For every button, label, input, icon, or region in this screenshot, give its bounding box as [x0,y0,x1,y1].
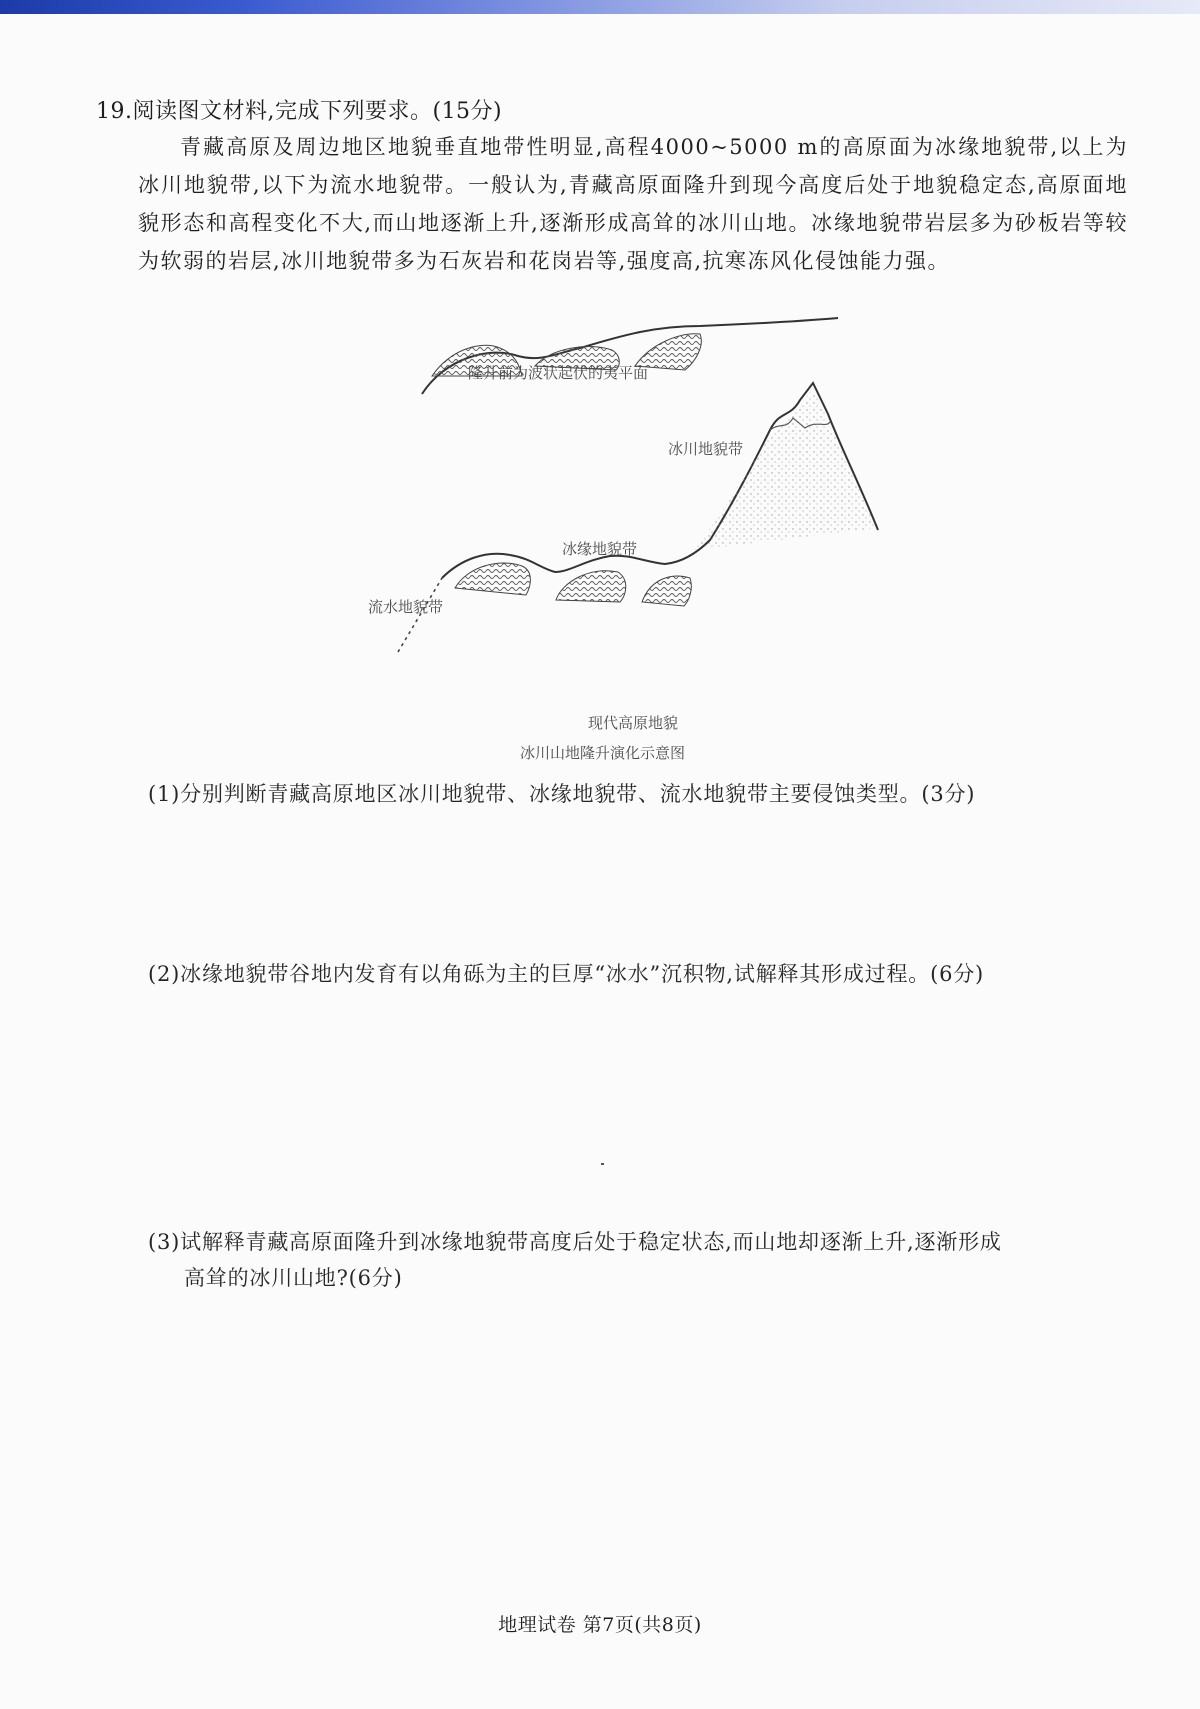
fluvial-zone-label: 流水地貌带 [368,598,444,616]
sub-question-1: (1)分别判断青藏高原地区冰川地貌带、冰缘地貌带、流水地貌带主要侵蚀类型。(3分) [148,782,976,806]
figure-title: 冰川山地隆升演化示意图 [520,744,686,762]
modern-caption: 现代高原地貌 [588,714,679,732]
scan-edge [0,0,1200,14]
pre-uplift-caption: 隆升前为波状起伏的夷平面 [468,364,649,382]
page-footer: 地理试卷 第7页(共8页) [498,1614,702,1636]
sub-question-3 [148,1224,1138,1296]
uplift-diagram [350,310,910,770]
question-heading: 19.阅读图文材料,完成下列要求。(15分) [96,99,503,124]
material-paragraph: 青藏高原及周边地区地貌垂直地带性明显,高程4000~5000 m的高原面为冰缘地貌带,以上为冰川地貌带,以下为流水地貌带。一般认为,青藏高原面隆升到现今高度后处于地貌稳定态,高原面地貌形态和高程变化不大,而山地逐渐上升,逐渐形成高耸的冰川山地。冰缘地貌带岩层多为砂板岩等较为软弱的岩层,冰川地貌带多为石灰岩和花岗岩等,强度高,抗寒冻风化侵蚀能力强。 [138,135,1128,273]
glacier-zone-label: 冰川地貌带 [668,440,744,458]
sub-question-2: (2)冰缘地貌带谷地内发育有以角砾为主的巨厚“冰水”沉积物,试解释其形成过程。(6分) [148,962,985,986]
sub-question-3-line2: 高耸的冰川山地?(6分) [184,1266,403,1290]
scan-speck [601,1163,604,1165]
modern-profile [398,383,878,652]
sub-question-3-line1: (3)试解释青藏高原面隆升到冰缘地貌带高度后处于稳定状态,而山地却逐渐上升,逐渐形成 [148,1230,1002,1254]
periglacial-zone-label: 冰缘地貌带 [562,540,638,558]
